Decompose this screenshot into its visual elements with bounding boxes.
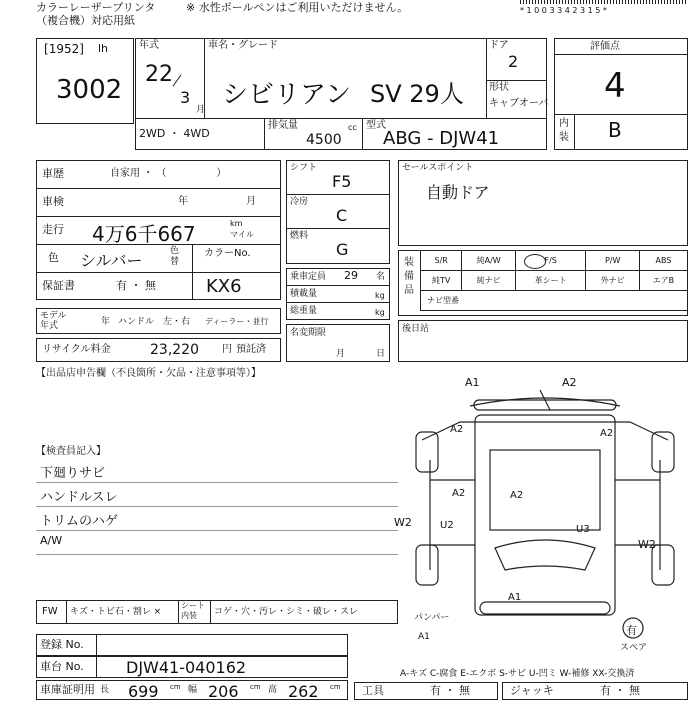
mark-roof-a2: A2 — [510, 490, 524, 501]
rear-label: 後日站 — [402, 324, 430, 334]
cc-unit: cc — [348, 123, 357, 132]
dealer-label: ディーラー・並行 — [205, 317, 269, 326]
capacity-value: 29 — [344, 269, 358, 282]
recycle-status: 預託済 — [236, 344, 266, 355]
year-label: 年式 — [139, 40, 159, 51]
inspector-label: 【検査員記入】 — [36, 446, 106, 457]
interior-label: 内装 — [559, 118, 569, 143]
fuel-label: 燃料 — [290, 231, 309, 241]
capacity-label: 乗車定員 — [290, 272, 327, 282]
recycle-label: リサイクル料金 — [42, 344, 111, 355]
equipment-label: 装備品 — [404, 257, 414, 296]
equip-fs: F/S — [515, 251, 586, 271]
inspection-month: 月 — [246, 196, 256, 207]
width-label: 幅 — [188, 685, 198, 695]
tools-label: 工具 — [362, 684, 384, 697]
note-line-1: 下廻りサビ — [40, 466, 106, 481]
load-label: 積載量 — [290, 289, 318, 299]
door-label: ドア — [489, 40, 509, 51]
mark-left-w2: W2 — [394, 516, 412, 529]
mileage-unit-km: km — [230, 219, 243, 228]
vehicle-grade: SV 29人 — [370, 80, 464, 108]
gross-unit: kg — [375, 308, 385, 317]
barcode-number: * 1 0 0 3 3 4 2 3 1 5 * — [520, 6, 607, 15]
mark-right-a2: A2 — [600, 428, 614, 439]
model-year-label: モデル年式 — [40, 311, 67, 331]
gross-label: 総重量 — [290, 306, 318, 316]
model-label: 型式 — [366, 120, 386, 131]
seat-legend: コゲ・穴・汚レ・シミ・破レ・スレ — [214, 607, 359, 617]
color-no-label: カラーNo. — [204, 248, 251, 259]
spare-mark: 有 — [626, 624, 637, 637]
vehicle-name: シビリアン — [222, 80, 351, 110]
reg-day: 日 — [376, 349, 386, 359]
height-label: 高 — [268, 685, 278, 695]
month-value: 3 — [180, 88, 191, 107]
equip-navi: 純ナビ — [462, 271, 516, 291]
equipment-table — [420, 250, 688, 311]
note-line-3: トリムのハゲ — [40, 514, 119, 529]
year-value: 22 — [145, 62, 173, 87]
rear-block — [398, 320, 688, 362]
model-value: ABG - DJW41 — [383, 128, 500, 149]
reg-month: 月 — [336, 349, 346, 359]
score-value: 4 — [604, 66, 626, 106]
inspection-label: 車検 — [42, 195, 64, 208]
mark-right-w2: W2 — [638, 538, 656, 551]
lot-code: [1952] — [44, 42, 84, 56]
sales-point-label: セールスポイント — [402, 163, 474, 173]
reg-no-label: 登録 No. — [40, 638, 84, 651]
fs-circle-mark — [524, 254, 546, 269]
warranty-value: 有 ・ 無 — [116, 279, 156, 292]
length-cm: cm — [170, 683, 181, 691]
lot-number: 3002 — [56, 75, 123, 105]
equip-abs: ABS — [639, 251, 687, 271]
model-year-unit: 年 — [101, 317, 111, 327]
shift-label: シフト — [290, 163, 318, 173]
recycle-amount: 23,220 — [150, 342, 199, 358]
equip-ext-navi: 外ナビ — [586, 271, 639, 291]
shape-value: キャブオーバ — [489, 98, 549, 109]
history-label: 車歴 — [42, 167, 64, 180]
body-outline — [475, 415, 615, 615]
drive-label: 2WD ・ 4WD — [139, 127, 210, 140]
ac-value: C — [336, 206, 348, 225]
height-value: 262 — [288, 682, 319, 701]
warranty-label: 保証書 — [42, 279, 75, 292]
fw-legend: キズ・トビ石・割レ × — [70, 607, 162, 617]
reg-deadline-label: 名変期限 — [290, 328, 327, 338]
chassis-label: 車台 No. — [40, 660, 84, 673]
recycle-unit: 円 — [222, 344, 232, 355]
equip-aw: 純A/W — [462, 251, 516, 271]
jack-value: 有 ・ 無 — [600, 684, 640, 697]
seat-label: シート内装 — [181, 601, 205, 620]
mileage-unit-mile: マイル — [230, 230, 254, 239]
equip-tv: 純TV — [421, 271, 462, 291]
mark-bumper-a1: A1 — [418, 632, 430, 642]
equip-pw: P/W — [586, 251, 639, 271]
mileage-label: 走行 — [42, 223, 64, 236]
color-change-label: 色替 — [170, 246, 180, 267]
navi-model-label: ナビ型番 — [421, 291, 688, 311]
mark-roof-left-a2: A2 — [452, 488, 466, 499]
displacement-value: 4500 — [306, 132, 342, 148]
displacement-label: 排気量 — [268, 120, 298, 131]
score-label: 評価点 — [590, 41, 620, 52]
length-label: 長 — [100, 685, 110, 695]
equip-sr: S/R — [421, 251, 462, 271]
mileage-value: 4万6千667 — [92, 222, 196, 246]
wheel-rr — [652, 545, 674, 585]
equip-leather: 革シート — [515, 271, 586, 291]
defects-label: 【出品店申告欄（不良箇所・欠品・注意事項等）】 — [36, 368, 261, 379]
interior-value: B — [608, 118, 622, 142]
history-value: 自家用 ・ （ ） — [110, 168, 227, 179]
ac-label: 冷房 — [290, 197, 309, 207]
equip-airbag: エアB — [639, 271, 687, 291]
mark-left-u2: U2 — [440, 520, 454, 531]
shape-label: 形状 — [489, 82, 509, 93]
mark-front-a1: A1 — [465, 376, 480, 389]
jack-label: ジャッキ — [510, 684, 554, 697]
barcode — [520, 0, 688, 4]
mark-bumper: パンパー — [414, 613, 450, 623]
load-unit: kg — [375, 291, 385, 300]
capacity-unit: 名 — [376, 272, 386, 282]
lot-suffix: lh — [98, 42, 109, 55]
cert-label: 車庫証明用 — [40, 683, 95, 696]
inspection-year: 年 — [178, 196, 188, 207]
note-line-4: A/W — [40, 534, 63, 547]
color-no-value: KX6 — [206, 276, 242, 297]
chassis-value: DJW41-040162 — [126, 658, 247, 677]
name-label: 車名・グレード — [208, 40, 278, 51]
mark-left-a2: A2 — [450, 424, 464, 435]
printer-note-1: カラーレーザープリンタ — [36, 1, 156, 14]
length-value: 699 — [128, 682, 159, 701]
door-value: 2 — [508, 52, 519, 71]
pen-warning: ※ 水性ボールペンはご利用いただけません。 — [186, 1, 409, 14]
note-line-2: ハンドルスレ — [40, 490, 118, 505]
mark-right-u3: U3 — [576, 524, 590, 535]
handle-label: ハンドル 左・右 — [118, 317, 191, 327]
width-value: 206 — [208, 682, 239, 701]
rear-bumper-outline — [480, 602, 610, 614]
wheel-rl — [416, 545, 438, 585]
color-label: 色 — [48, 251, 59, 264]
sales-point-value: 自動ドア — [426, 183, 490, 202]
mark-rear-a1: A1 — [508, 592, 522, 603]
fuel-value: G — [336, 240, 349, 259]
month-unit: 月 — [196, 105, 206, 115]
roof-outline — [490, 450, 600, 530]
tools-value: 有 ・ 無 — [430, 684, 470, 697]
fw-label: FW — [42, 606, 58, 617]
width-cm: cm — [250, 683, 261, 691]
spare-label: スペア — [620, 643, 648, 653]
mark-front-a2: A2 — [562, 376, 577, 389]
damage-legend: A-キズ C-腐食 E-エクボ S-サビ U-凹ミ W-補修 XX-交換済 — [400, 669, 635, 679]
rear-window-outline — [495, 540, 595, 570]
height-cm: cm — [330, 683, 341, 691]
printer-note-2: （複合機）対応用紙 — [36, 14, 135, 27]
shift-value: F5 — [332, 172, 352, 191]
color-value: シルバー — [80, 251, 143, 270]
